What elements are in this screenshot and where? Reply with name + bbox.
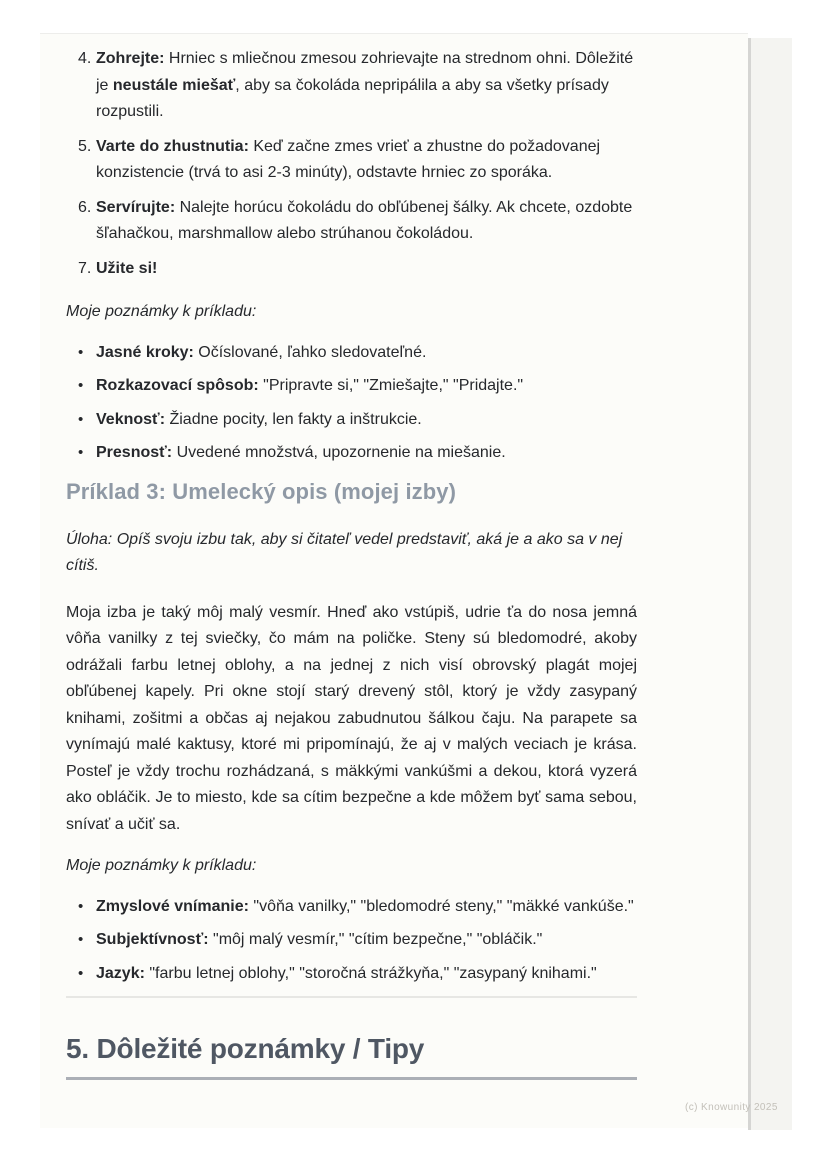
- bullet-icon: •: [78, 410, 84, 428]
- bullet-lead: Subjektívnosť:: [96, 931, 209, 948]
- item-body-text: Hrniec s mliečnou zmesou zohrievajte na strednom ohni. Dôležité je: [96, 50, 634, 94]
- item-number: 4.: [78, 50, 92, 67]
- task-description: Úloha: Opíš svoju izbu tak, aby si čitateľ vedel predstaviť, aká je a ako sa v nej cítiš.: [66, 530, 623, 574]
- instruction-item: [66, 195, 637, 248]
- bullet-text: [96, 961, 637, 988]
- bullet-body-text: Žiadne pocity, len fakty a inštrukcie.: [165, 410, 422, 428]
- bullet-lead: Zmyslové vnímanie:: [96, 897, 249, 915]
- bullet-icon: •: [78, 897, 84, 915]
- bullet-item: [66, 340, 637, 367]
- bullet-lead: Rozkazovací spôsob:: [96, 377, 259, 394]
- bullet-text: [96, 340, 637, 367]
- bullet-body-text: "farbu letnej oblohy," "storočná strážkyňa," "zasypaný knihami.": [144, 964, 597, 982]
- instruction-item: [66, 46, 637, 126]
- bullet-item: [66, 373, 637, 400]
- item-text: [96, 46, 637, 126]
- item-bold-phrase: neustále miešať: [112, 76, 236, 94]
- section-heading-underline: [66, 1077, 637, 1080]
- bullet-text: [96, 407, 637, 434]
- instructions-list: [66, 46, 637, 282]
- document-page: [40, 33, 748, 1128]
- bullet-lead: Jazyk:: [96, 964, 145, 982]
- notes-bullet-list-1: [66, 340, 637, 467]
- page-content: [66, 46, 637, 1080]
- item-number: 5.: [78, 137, 92, 155]
- bullet-icon: •: [78, 931, 84, 948]
- bullet-icon: •: [78, 444, 84, 461]
- bullet-item: [66, 961, 637, 988]
- item-body-text: Nalejte horúcu čokoládu do obľúbenej šálky. Ak chcete, ozdobte šľahačkou, marshmallow alebo strúhanou čokoládou.: [96, 198, 633, 242]
- section-divider-rule: [66, 996, 637, 998]
- notes-bullet-list-2: [66, 894, 637, 988]
- item-body-text: Keď začne zmes vrieť a zhustne do požadovanej konzistencie (trvá to asi 2-3 minúty), odstavte hrniec zo sporáka.: [96, 137, 601, 181]
- instruction-item: [66, 134, 637, 187]
- bullet-body-text: "môj malý vesmír," "cítim bezpečne," "obláčik.": [208, 931, 543, 948]
- item-body-text-2: , aby sa čokoláda nepripálila a aby sa všetky prísady rozpustili.: [96, 76, 609, 120]
- example-3-heading: Príklad 3: Umelecký opis (mojej izby): [66, 478, 457, 504]
- bullet-lead: Veknosť:: [96, 410, 166, 428]
- bullet-text: [96, 373, 637, 400]
- bullet-body-text: "vôňa vanilky," "bledomodré steny," "mäkké vankúše.": [248, 897, 634, 915]
- bullet-icon: •: [78, 343, 84, 361]
- item-lead: Varte do zhustnutia:: [96, 137, 249, 155]
- item-lead: Užite si!: [96, 259, 158, 277]
- section-5-heading: 5. Dôležité poznámky / Tipy: [66, 1033, 425, 1064]
- page-edge-line: [748, 38, 751, 1130]
- instruction-item: [66, 256, 637, 283]
- bullet-item: [66, 894, 637, 921]
- bullet-body-text: Uvedené množstvá, upozornenie na miešanie.: [172, 444, 506, 461]
- watermark-text: (c) Knowunity 2025: [685, 1102, 778, 1113]
- bullet-lead: Jasné kroky:: [96, 343, 194, 361]
- bullet-text: [96, 927, 637, 954]
- item-lead: Servírujte:: [96, 198, 176, 216]
- bullet-text: [96, 440, 637, 467]
- bullet-item: [66, 407, 637, 434]
- page-side-strip: [751, 38, 792, 1130]
- item-text: [96, 256, 637, 283]
- item-text: [96, 134, 637, 187]
- item-lead: Zohrejte:: [96, 50, 165, 67]
- bullet-item: [66, 440, 637, 467]
- bullet-text: [96, 894, 637, 921]
- notes-label: Moje poznámky k príkladu:: [66, 303, 257, 320]
- bullet-icon: •: [78, 964, 84, 982]
- bullet-body-text: Očíslované, ľahko sledovateľné.: [193, 343, 427, 361]
- bullet-lead: Presnosť:: [96, 444, 173, 461]
- room-description-paragraph: Moja izba je taký môj malý vesmír. Hneď ako vstúpiš, udrie ťa do nosa jemná vôňa vanilky z tej sviečky, čo mám na poličke. Steny sú bledomodré, akoby odrážali farbu letnej oblohy, a na jednej z nich visí obrovský plagát mojej obľúbenej kapely. Pri okne stojí starý drevený stôl, ktorý je vždy zasypaný knihami, zošitmi a občas aj nejakou zabudnutou šálkou čaju. Na parapete sa vynímajú malé kaktusy, ktoré mi pripomínajú, že aj v malých veciach je krása. Posteľ je vždy trochu rozhádzaná, s mäkkými vankúšmi a dekou, ktorá vyzerá ako obláčik. Je to miesto, kde sa cítim bezpečne a kde môžem byť sama sebou, snívať a učiť sa.: [66, 603, 637, 833]
- notes-label: Moje poznámky k príkladu:: [66, 857, 257, 874]
- bullet-body-text: "Pripravte si," "Zmiešajte," "Pridajte.": [258, 377, 524, 394]
- item-number: 7.: [78, 259, 92, 277]
- item-text: [96, 195, 637, 248]
- bullet-icon: •: [78, 377, 84, 394]
- bullet-item: [66, 927, 637, 954]
- item-number: 6.: [78, 198, 92, 216]
